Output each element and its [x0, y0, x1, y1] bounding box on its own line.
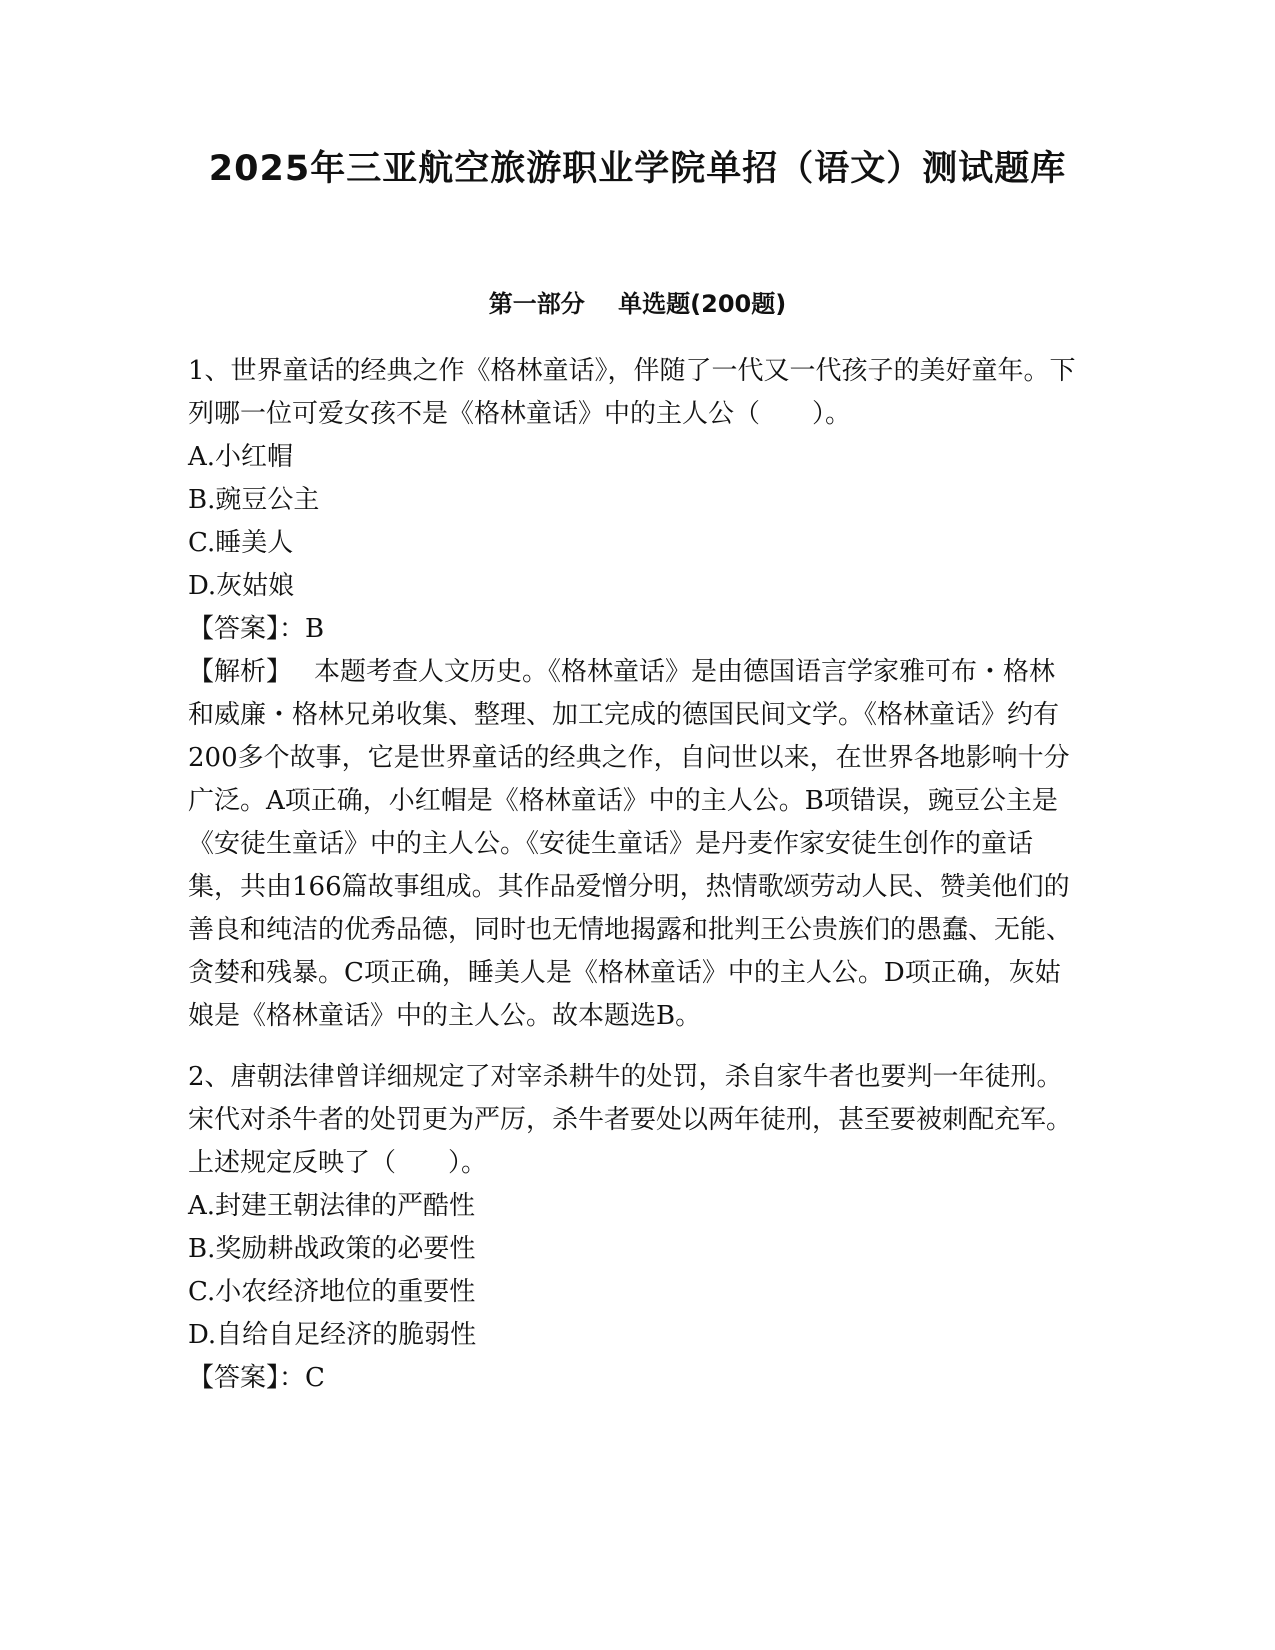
option-c: C.睡美人: [188, 528, 294, 558]
analysis-label: 【解析】: [188, 657, 293, 687]
option-a: A.小红帽: [188, 442, 294, 472]
document-title: 2025年三亚航空旅游职业学院单招（语文）测试题库: [208, 149, 1067, 189]
option-a: A.封建王朝法律的严酷性: [188, 1191, 476, 1221]
option-d: D.灰姑娘: [188, 571, 295, 601]
question-2: [188, 1056, 1078, 1400]
question-1: [188, 350, 1078, 1038]
option-b: B.奖励耕战政策的必要性: [188, 1234, 476, 1264]
option-b: B.豌豆公主: [188, 485, 320, 515]
answer-line: 【答案】：B: [188, 614, 325, 644]
question-list: [188, 350, 1078, 1418]
analysis-text: 本题考查人文历史。《格林童话》是由德国语言学家雅可布・格林和威廉・格林兄弟收集、整理、加工完成的德国民间文学。《格林童话》约有200多个故事，它是世界童话的经典之作，自问世以来，在世界各地影响十分广泛。A项正确，小红帽是《格林童话》中的主人公。B项错误，豌豆公主是《安徒生童话》中的主人公。《安徒生童话》是丹麦作家安徒生创作的童话集，共由166篇故事组成。其作品爱憎分明，热情歌颂劳动人民、赞美他们的善良和纯洁的优秀品德，同时也无情地揭露和批判王公贵族们的愚蠢、无能、贪婪和残暴。C项正确，睡美人是《格林童话》中的主人公。D项正确，灰姑娘是《格林童话》中的主人公。故本题选B。: [188, 657, 1073, 1031]
question-stem: 1、世界童话的经典之作《格林童话》，伴随了一代又一代孩子的美好童年。下列哪一位可爱女孩不是《格林童话》中的主人公（ ）。: [188, 356, 1076, 429]
analysis-paragraph: [188, 651, 1078, 1038]
question-stem: 2、唐朝法律曾详细规定了对宰杀耕牛的处罚，杀自家牛者也要判一年徒刑。宋代对杀牛者的处罚更为严厉，杀牛者要处以两年徒刑，甚至要被刺配充军。上述规定反映了（ ）。: [188, 1062, 1073, 1178]
option-c: C.小农经济地位的重要性: [188, 1277, 476, 1307]
section-title: 第一部分 单选题(200题): [488, 290, 787, 318]
answer-line: 【答案】：C: [188, 1363, 325, 1393]
option-d: D.自给自足经济的脆弱性: [188, 1320, 477, 1350]
